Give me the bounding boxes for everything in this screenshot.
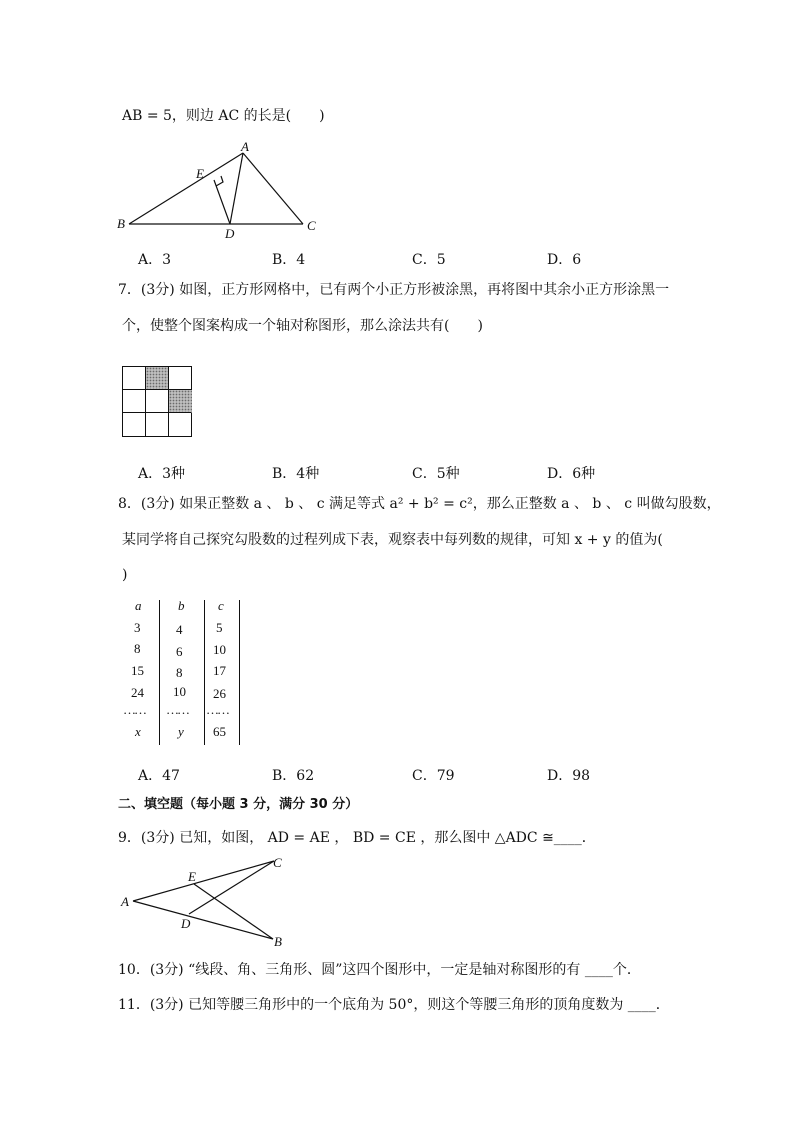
q7-option-b: B．4种 bbox=[272, 466, 320, 482]
segment-ab bbox=[133, 901, 273, 939]
q10-text: 10．(3分) “线段、角、三角形、圆”这四个图形中，一定是轴对称图形的有 ____个． bbox=[118, 962, 641, 978]
label-b: B bbox=[117, 216, 125, 231]
q6-option-b: B．4 bbox=[272, 252, 306, 268]
q6-triangle-figure bbox=[115, 140, 330, 245]
table-divider bbox=[239, 600, 240, 745]
grid-cell-shaded-1 bbox=[146, 367, 169, 390]
table-header-c: c bbox=[218, 598, 224, 613]
q8-pythagorean-table bbox=[125, 598, 245, 748]
table-cell: 26 bbox=[213, 686, 226, 701]
label-b: B bbox=[274, 934, 282, 949]
segment-ed bbox=[214, 180, 230, 224]
table-divider bbox=[204, 600, 205, 745]
q11-text: 11．(3分) 已知等腰三角形中的一个底角为 50°，则这个等腰三角形的顶角度数为 ____． bbox=[118, 997, 670, 1013]
table-cell-x: x bbox=[135, 724, 141, 739]
label-d: D bbox=[225, 226, 235, 241]
label-e: E bbox=[188, 869, 196, 884]
grid-line bbox=[168, 367, 169, 436]
q7-square-grid bbox=[122, 366, 192, 437]
table-cell: 10 bbox=[173, 684, 186, 699]
q8-option-d: D．98 bbox=[547, 768, 591, 784]
table-cell: 65 bbox=[213, 724, 226, 739]
table-cell: 15 bbox=[131, 663, 144, 678]
q6-option-c: C．5 bbox=[412, 252, 446, 268]
table-header-b: b bbox=[178, 598, 185, 613]
label-a: A bbox=[121, 894, 129, 909]
grid-line bbox=[123, 389, 191, 390]
label-c: C bbox=[307, 218, 316, 233]
q6-stem: AB = 5，则边 AC 的长是( ) bbox=[122, 108, 325, 124]
section-title: 二、填空题（每小题 3 分，满分 30 分） bbox=[118, 797, 359, 812]
table-header-a: a bbox=[135, 598, 142, 613]
segment-ad bbox=[230, 153, 243, 224]
table-cell-ellipsis: …… bbox=[123, 702, 145, 717]
table-cell: 8 bbox=[134, 641, 141, 656]
table-cell: 17 bbox=[213, 663, 226, 678]
q8-option-a: A．47 bbox=[138, 768, 180, 784]
q7-line1: 7．(3分) 如图，正方形网格中，已有两个小正方形被涂黑，再将图中其余小正方形涂黑一 bbox=[118, 282, 670, 298]
q9-text: 9．(3分) 已知，如图， AD = AE ， BD = CE ，那么图中 △ADC ≅____． bbox=[118, 830, 596, 846]
table-cell: 24 bbox=[131, 685, 144, 700]
grid-cell-shaded-2 bbox=[169, 390, 192, 413]
table-cell-ellipsis: …… bbox=[206, 702, 228, 717]
q8-option-c: C．79 bbox=[412, 768, 455, 784]
label-c: C bbox=[273, 855, 282, 870]
table-cell-y: y bbox=[178, 724, 184, 739]
q8-line1: 8．(3分) 如果正整数 a 、 b 、 c 满足等式 a² + b² = c²，那么正整数 a 、 b 、 c 叫做勾股数， bbox=[118, 496, 721, 512]
table-cell: 5 bbox=[216, 620, 223, 635]
grid-line bbox=[123, 412, 191, 413]
q8-line3: ) bbox=[122, 567, 128, 583]
segment-ac bbox=[133, 861, 274, 901]
right-angle-mark bbox=[216, 176, 223, 186]
q8-option-b: B．62 bbox=[272, 768, 315, 784]
q7-option-d: D．6种 bbox=[547, 466, 596, 482]
q8-line2: 某同学将自己探究勾股数的过程列成下表，观察表中每列数的规律，可知 x + y 的值为( bbox=[122, 532, 663, 548]
segment-ac bbox=[243, 153, 303, 224]
label-a: A bbox=[241, 140, 249, 154]
table-cell: 3 bbox=[134, 620, 141, 635]
table-cell: 10 bbox=[213, 642, 226, 657]
table-cell: 8 bbox=[176, 665, 183, 680]
grid-line bbox=[145, 367, 146, 436]
segment-eb bbox=[194, 884, 273, 939]
q7-option-c: C．5种 bbox=[412, 466, 460, 482]
q7-option-a: A．3种 bbox=[138, 466, 186, 482]
q6-option-a: A．3 bbox=[138, 252, 172, 268]
table-cell: 6 bbox=[176, 644, 183, 659]
segment-dc bbox=[189, 861, 274, 914]
q7-line2: 个，使整个图案构成一个轴对称图形，那么涂法共有( ) bbox=[122, 318, 483, 334]
label-e: E bbox=[196, 166, 204, 181]
table-cell-ellipsis: …… bbox=[166, 702, 188, 717]
table-cell: 4 bbox=[176, 622, 183, 637]
q9-figure bbox=[118, 853, 298, 953]
label-d: D bbox=[181, 916, 191, 931]
table-divider bbox=[159, 600, 160, 745]
q6-option-d: D．6 bbox=[547, 252, 582, 268]
